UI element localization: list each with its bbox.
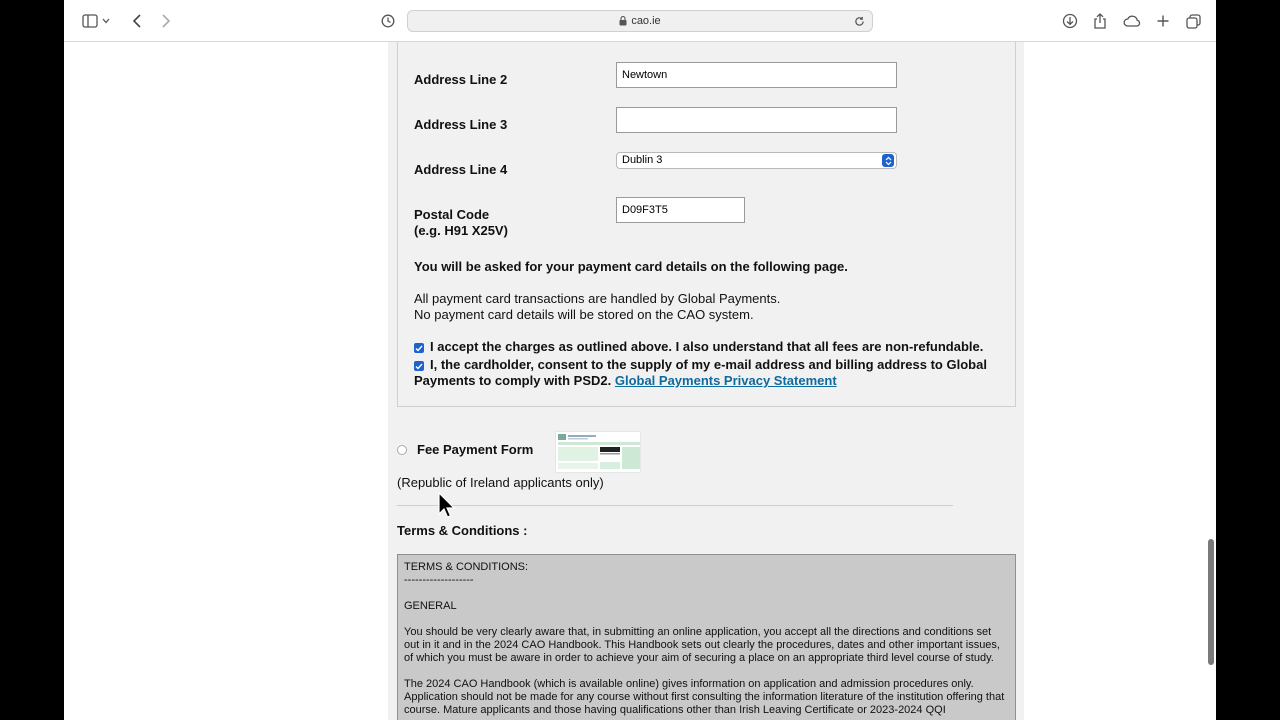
accept-charges-label: I accept the charges as outlined above. I also understand that all fees are non-refundable. — [430, 339, 984, 354]
fee-form-thumbnail[interactable] — [555, 431, 641, 473]
accept-charges-checkbox[interactable] — [414, 343, 424, 353]
share-icon[interactable] — [1090, 11, 1110, 31]
address-line-4-select[interactable] — [616, 152, 897, 169]
browser-toolbar — [64, 0, 1216, 42]
cloud-icon[interactable] — [1121, 11, 1143, 31]
privacy-statement-link[interactable]: Global Payments Privacy Statement — [614, 373, 837, 388]
address-line-4-selected: Dublin 3 — [622, 154, 663, 166]
select-arrows-icon — [882, 154, 894, 167]
terms-heading: Terms & Conditions : — [397, 523, 528, 538]
divider — [397, 505, 953, 506]
page-scrollbar[interactable] — [1208, 539, 1214, 665]
tab-overview-icon[interactable] — [1183, 11, 1203, 31]
back-icon[interactable] — [127, 11, 147, 31]
address-line-3-input[interactable] — [616, 107, 897, 133]
handled-by-notice: All payment card transactions are handled by Global Payments. — [414, 291, 781, 306]
mouse-cursor-icon — [438, 492, 456, 523]
address-line-2-input[interactable]: Newtown — [616, 62, 897, 88]
web-page — [64, 42, 1216, 720]
terms-textarea[interactable]: TERMS & CONDITIONS: ------------------- GENERAL You should be very clearly aware that, in submitting an online application, you accept all the directions and conditions set out in it and in the 2024 CAO Handbook. This Handbook sets out clearly the procedures, dates and other important issues, of which you must be aware in order to achieve your aim of securing a place on an appropriate third level course of study. The 2024 CAO Handbook (which is available online) gives information on application and admission procedures only. Application should not be made for any course without first consulting the information literature of the institution offering that course. Mature applicants and those having qualifications other than Irish Leaving Certificate or 2023-2024 QQI — [397, 554, 1016, 720]
cardholder-consent-label — [414, 357, 994, 389]
postal-code-input[interactable]: D09F3T5 — [616, 197, 745, 223]
url-text: cao.ie — [631, 15, 661, 27]
cardholder-consent-text: I, the cardholder, consent to the supply of my e-mail address and billing address to Global Payments to comply with PSD2. — [414, 357, 987, 388]
sidebar-toggle-icon[interactable] — [80, 11, 100, 31]
chevron-down-icon[interactable] — [100, 11, 112, 31]
browser-window — [64, 0, 1216, 720]
fee-form-note: (Republic of Ireland applicants only) — [397, 475, 604, 490]
new-tab-icon[interactable] — [1153, 11, 1173, 31]
fee-payment-radio[interactable] — [397, 445, 407, 455]
history-icon[interactable] — [378, 11, 398, 31]
downloads-icon[interactable] — [1060, 11, 1080, 31]
address-line-4-label: Address Line 4 — [414, 162, 508, 177]
not-stored-notice: No payment card details will be stored on the CAO system. — [414, 307, 754, 322]
address-line-3-label: Address Line 3 — [414, 117, 508, 132]
checkmark-icon — [415, 345, 423, 352]
lock-icon — [619, 16, 627, 26]
reload-icon[interactable] — [852, 14, 866, 28]
postal-code-label: Postal Code — [414, 207, 490, 222]
forward-icon[interactable] — [156, 11, 176, 31]
address-line-2-label: Address Line 2 — [414, 72, 508, 87]
payment-details-notice: You will be asked for your payment card details on the following page. — [414, 259, 848, 274]
address-bar[interactable] — [407, 10, 873, 32]
fee-payment-label[interactable]: Fee Payment Form — [417, 442, 534, 457]
postal-code-hint: (e.g. H91 X25V) — [414, 223, 508, 238]
